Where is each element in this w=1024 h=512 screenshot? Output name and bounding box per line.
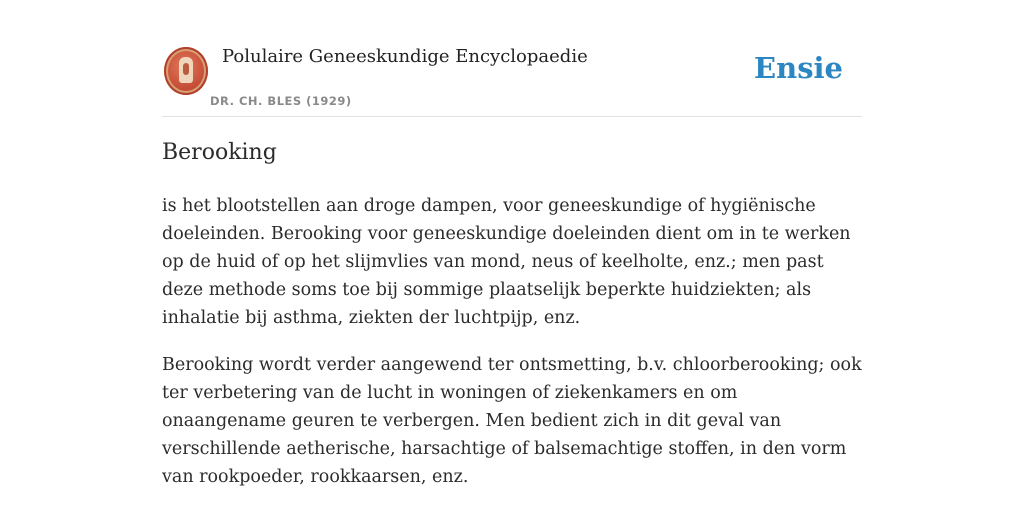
article-body xyxy=(162,192,862,510)
emblem-icon xyxy=(179,57,193,83)
article-title: Berooking xyxy=(162,140,277,165)
article-paragraph: Berooking wordt verder aangewend ter ontsmetting, b.v. chloorberooking; ook ter verbetering van de lucht in woningen of ziekenkamers en om onaangename geuren te verbergen. Men bedient zich in dit geval van verschillende aetherische, harsachtige of balsemachtige stoffen, in den vorm van rookpoeder, rookkaarsen, enz. xyxy=(162,355,862,487)
book-cover-icon[interactable] xyxy=(164,47,208,95)
book-title[interactable]: Polulaire Geneeskundige Encyclopaedie xyxy=(222,46,588,67)
page xyxy=(162,0,862,487)
article-paragraph: is het blootstellen aan droge dampen, voor geneeskundige of hygiënische doeleinden. Berooking voor geneeskundige doeleinden dient om in te werken op de huid of op het slijmvlies van mond, neus of keelholte, enz.; men past deze methode soms toe bij sommige plaatselijk beperkte huidziekten; als inhalatie bij asthma, ziekten der luchtpijp, enz. xyxy=(162,196,851,328)
header xyxy=(162,0,862,117)
book-author: DR. CH. BLES (1929) xyxy=(210,94,352,108)
brand-logo[interactable]: Ensie xyxy=(754,51,843,85)
